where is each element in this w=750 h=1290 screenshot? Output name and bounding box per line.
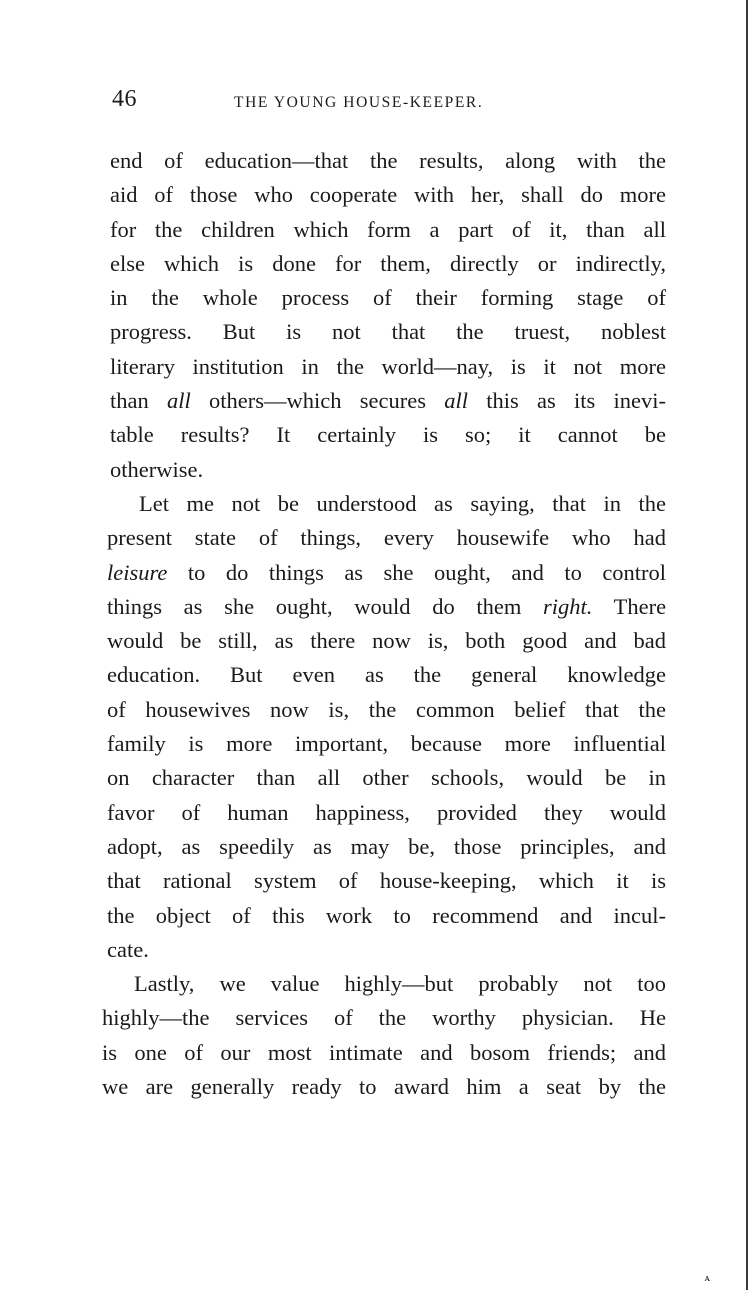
text-line: progress. But is not that the truest, noblest: [110, 319, 666, 345]
text-line: of housewives now is, the common belief that the: [107, 696, 666, 722]
paragraph-3: [102, 967, 666, 1104]
text-line: Let me not be understood as saying, that in the: [139, 490, 666, 516]
page-header: [112, 86, 562, 122]
text-line: adopt, as speedily as may be, those principles, and: [107, 833, 666, 859]
text-line: cate.: [107, 936, 149, 962]
page-number: 46: [112, 86, 137, 112]
text-line: aid of those who cooperate with her, shall do more: [110, 182, 666, 208]
text-line: literary institution in the world—nay, is it not more: [110, 353, 666, 379]
text-line: end of education—that the results, along with the: [110, 148, 666, 173]
page-edge-shadow: [746, 0, 748, 1290]
text-line: the object of this work to recommend and incul-: [107, 902, 666, 928]
text-line: highly—the services of the worthy physician. He: [102, 1005, 666, 1031]
body-text: [102, 144, 667, 1104]
text-line: else which is done for them, directly or indirectly,: [110, 250, 666, 276]
text-line: than all others—which secures all this as its inevi-: [110, 388, 666, 414]
text-line: otherwise.: [110, 456, 204, 482]
text-line: things as she ought, would do them right. There: [107, 593, 667, 619]
text-line: leisure to do things as she ought, and to control: [107, 559, 667, 585]
text-line: we are generally ready to award him a seat by the: [102, 1074, 666, 1100]
text-line: family is more important, because more influential: [107, 731, 666, 757]
text-line: on character than all other schools, would be in: [107, 765, 666, 791]
text-line: in the whole process of their forming stage of: [110, 285, 666, 311]
text-line: would be still, as there now is, both good and bad: [107, 628, 666, 654]
paragraph-1: [110, 144, 666, 487]
text-line: present state of things, every housewife who had: [107, 525, 666, 551]
text-line: education. But even as the general knowledge: [107, 662, 666, 688]
text-line: that rational system of house-keeping, which it is: [107, 868, 666, 894]
text-line: favor of human happiness, provided they would: [107, 799, 666, 825]
text-line: for the children which form a part of it, than all: [110, 216, 666, 242]
running-head: THE YOUNG HOUSE-KEEPER.: [234, 94, 484, 111]
text-line: table results? It certainly is so; it cannot be: [110, 422, 666, 448]
text-line: Lastly, we value highly—but probably not too: [134, 971, 666, 997]
text-line: is one of our most intimate and bosom friends; and: [102, 1039, 666, 1065]
corner-mark: ᴀ: [704, 1272, 710, 1284]
paragraph-2: [107, 487, 666, 967]
